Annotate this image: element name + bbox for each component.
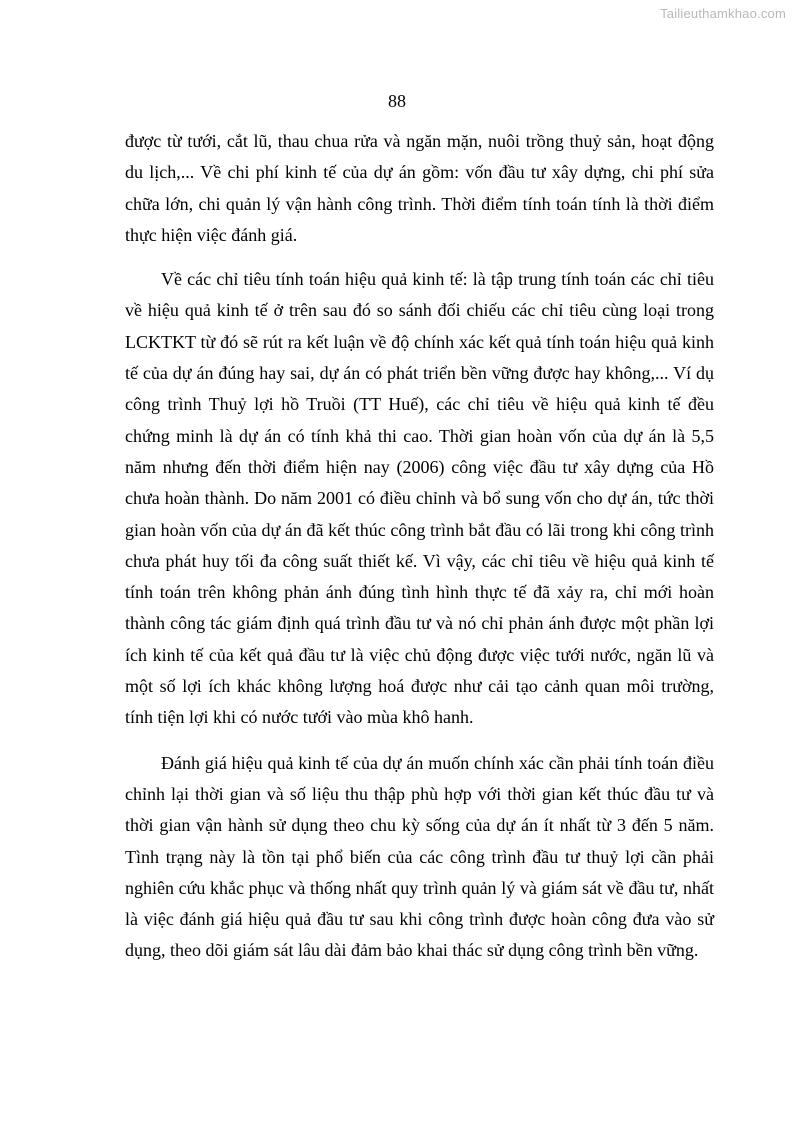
document-body (125, 126, 714, 986)
paragraph-evaluation: Đánh giá hiệu quả kinh tế của dự án muốn chính xác cần phải tính toán điều chỉnh lại thời gian và số liệu thu thập phù hợp với thời gian kết thúc đầu tư và thời gian vận hành sử dụng theo chu kỳ sống của dự án ít nhất từ 3 đến 5 năm. Tình trạng này là tồn tại phổ biến của các công trình đầu tư thuỷ lợi cần phải nghiên cứu khắc phục và thống nhất quy trình quản lý và giám sát về đầu tư, nhất là việc đánh giá hiệu quả đầu tư sau khi công trình được hoàn công đưa vào sử dụng, theo dõi giám sát lâu dài đảm bảo khai thác sử dụng công trình bền vững. (125, 752, 714, 961)
watermark: Tailieuthamkhao.com (660, 6, 786, 21)
page-number: 88 (388, 91, 406, 111)
paragraph-economic-indicators: Về các chỉ tiêu tính toán hiệu quả kinh tế: là tập trung tính toán các chỉ tiêu về hiệu quả kinh tế ở trên sau đó so sánh đối chiếu các chỉ tiêu cùng loại trong LCKTKT từ đó sẽ rút ra kết luận về độ chính xác kết quả tính toán hiệu quả kinh tế của dự án đúng hay sai, dự án có phát triển bền vững được hay không,... Ví dụ công trình Thuỷ lợi hồ Truồi (TT Huế), các chỉ tiêu về hiệu quả kinh tế đều chứng minh là dự án có tính khả thi cao. Thời gian hoàn vốn của dự án là 5,5 năm nhưng đến thời điểm hiện nay (2006) công việc đầu tư xây dựng của Hồ chưa hoàn thành. Do năm 2001 có điều chỉnh và bổ sung vốn cho dự án, tức thời gian hoàn vốn của dự án đã kết thúc công trình bắt đầu có lãi trong khi công trình chưa phát huy tối đa công suất thiết kế. Vì vậy, các chỉ tiêu về hiệu quả kinh tế tính toán trên không phản ánh đúng tình hình thực tế đã xảy ra, chỉ mới hoàn thành công tác giám định quá trình đầu tư và nó chỉ phản ánh được một phần lợi ích kinh tế của kết quả đầu tư là việc chủ động được việc tưới nước, ngăn lũ và một số lợi ích khác không lượng hoá được như cải tạo cảnh quan môi trường, tính tiện lợi khi có nước tưới vào mùa khô hanh. (125, 269, 714, 728)
paragraph-continuation: được từ tưới, cắt lũ, thau chua rửa và ngăn mặn, nuôi trồng thuỷ sản, hoạt động du lịch,... Về chi phí kinh tế của dự án gồm: vốn đầu tư xây dựng, chi phí sửa chữa lớn, chi quản lý vận hành công trình. Thời điểm tính toán tính là thời điểm thực hiện việc đánh giá. (125, 131, 714, 245)
